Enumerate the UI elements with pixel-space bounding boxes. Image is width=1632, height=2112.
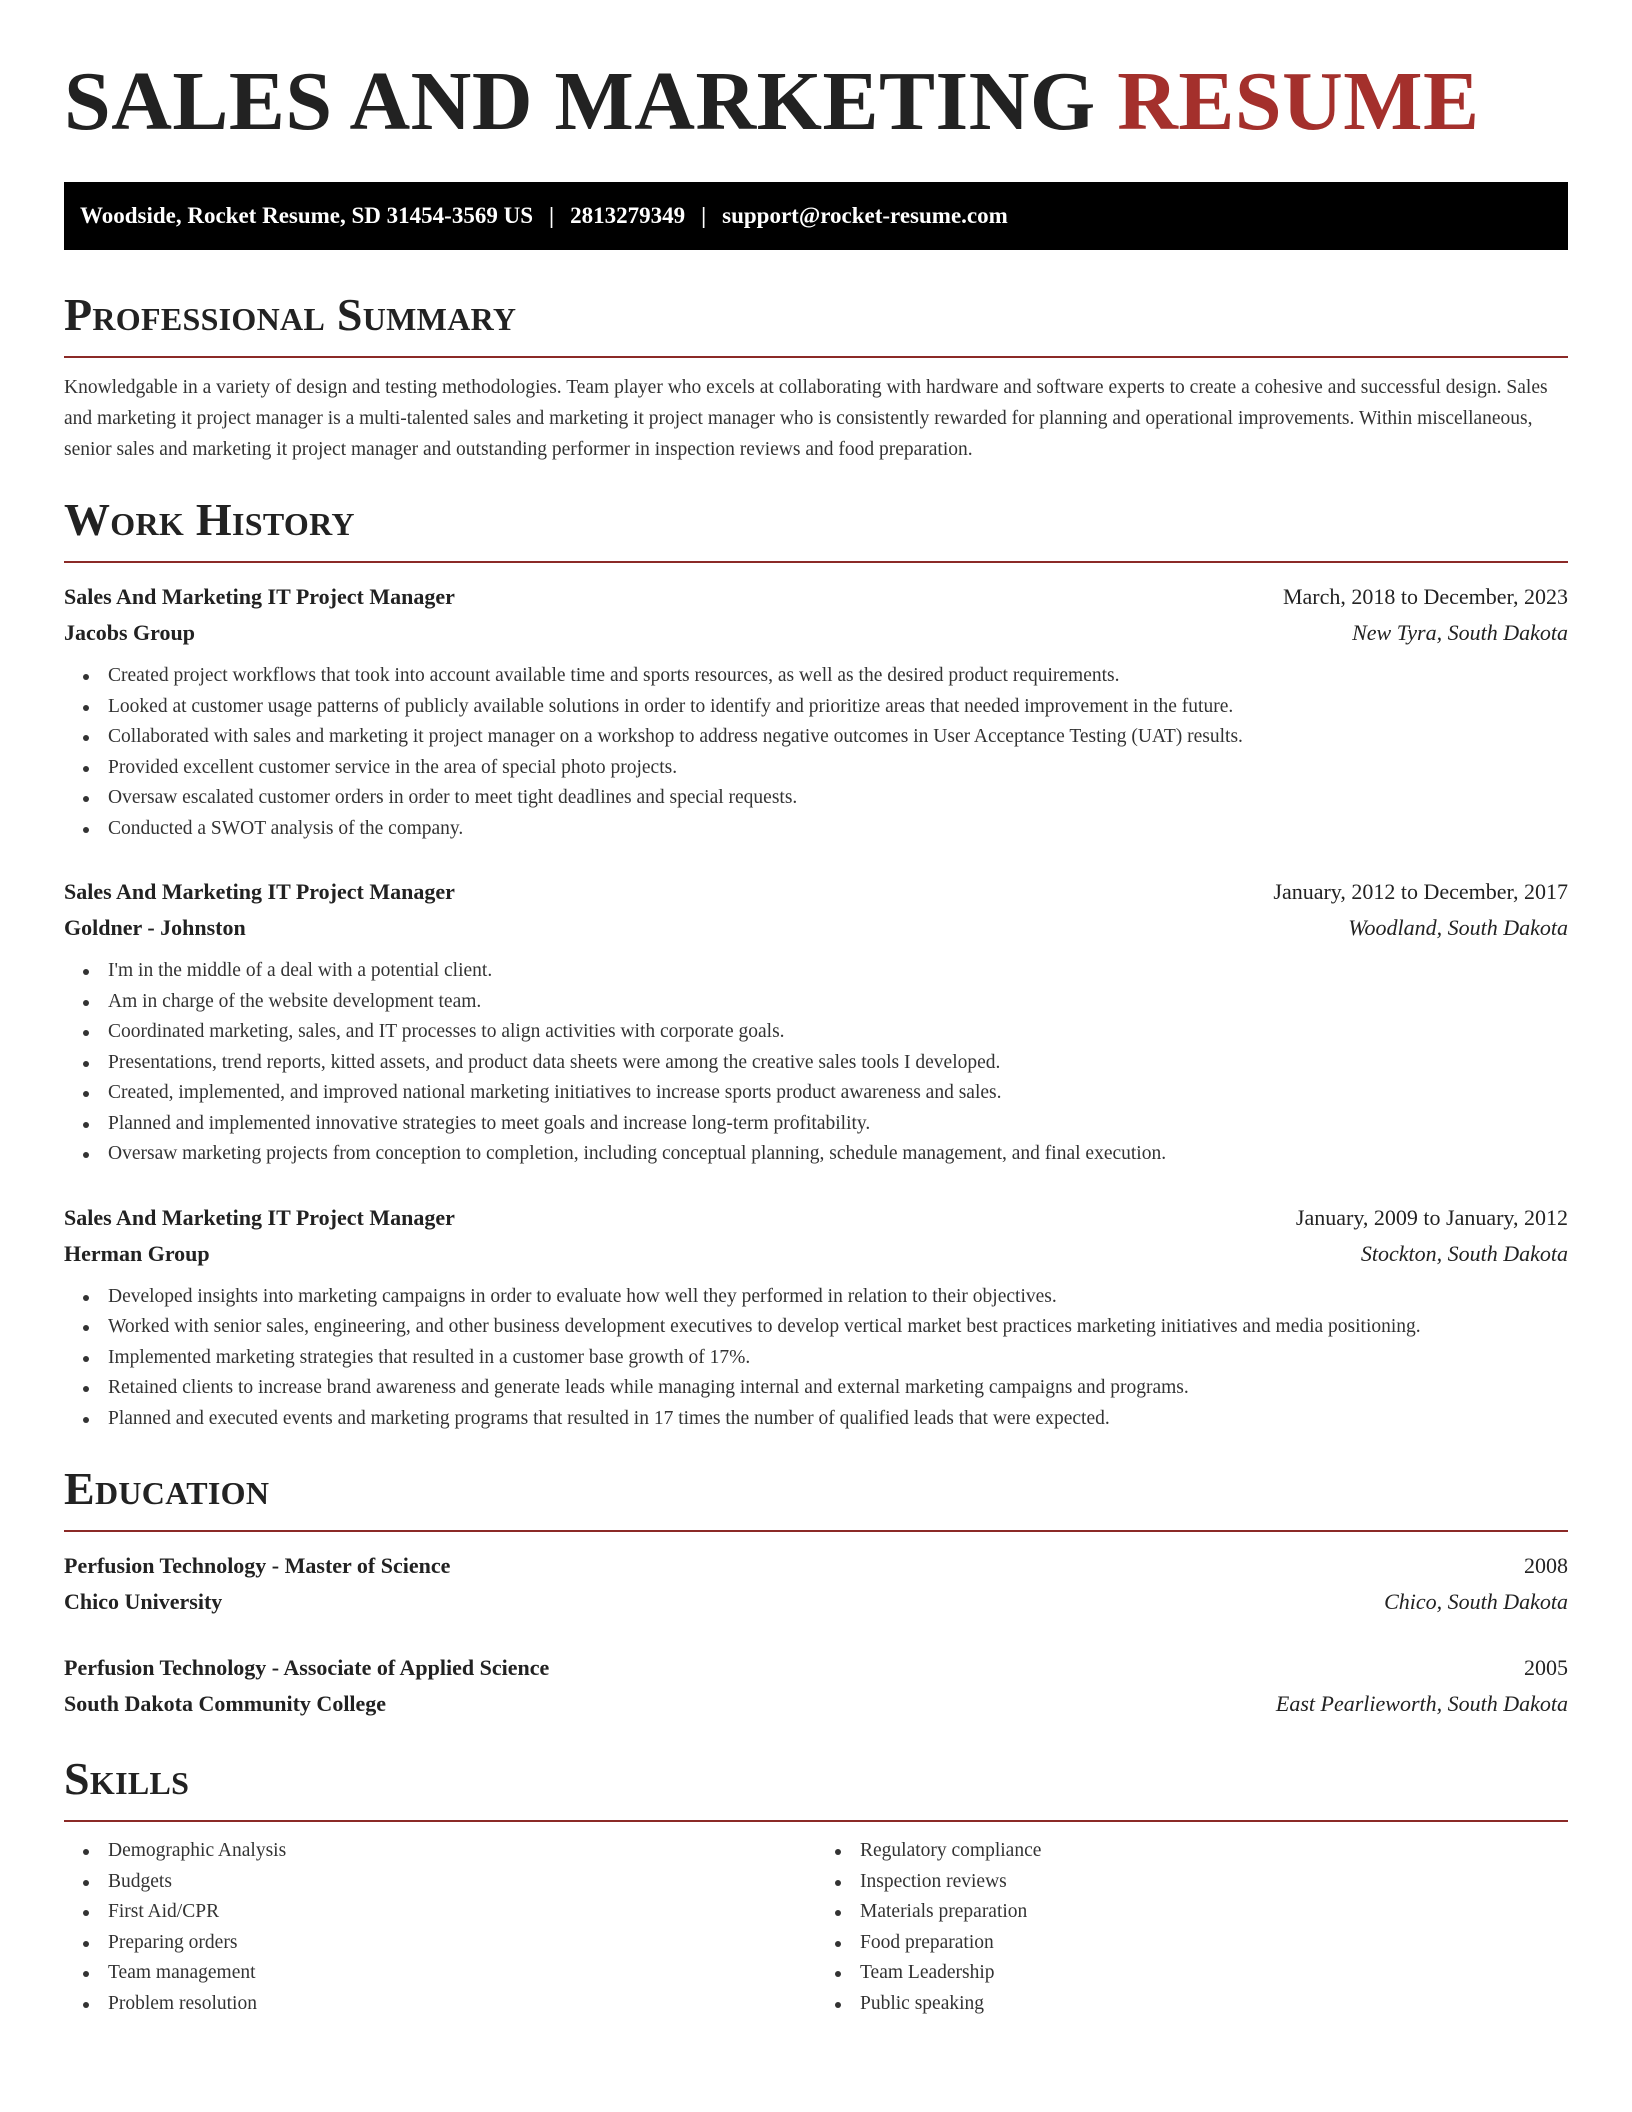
resume-title-accent: RESUME	[1117, 55, 1480, 148]
resume-title-main: SALES AND MARKETING	[64, 55, 1096, 148]
job-bullet: Looked at customer usage patterns of publicly available solutions in order to identify and prioritize areas that needed improvement in the future.	[108, 692, 1568, 723]
education-school: South Dakota Community College	[64, 1691, 387, 1716]
skill-item: Team Leadership	[860, 1958, 1568, 1989]
job-bullet: Presentations, trend reports, kitted assets, and product data sheets were among the creative sales tools I developed.	[108, 1048, 1568, 1079]
skills-column-right	[816, 1836, 1568, 2019]
skill-item: First Aid/CPR	[108, 1897, 816, 1928]
section-divider	[64, 356, 1568, 358]
skill-item: Food preparation	[860, 1928, 1568, 1959]
job-bullet: Developed insights into marketing campaigns in order to evaluate how well they performed in relation to their objectives.	[108, 1282, 1568, 1313]
education-school-row	[64, 1584, 1568, 1620]
job-bullet: Oversaw marketing projects from conception to completion, including conceptual planning, schedule management, and final execution.	[108, 1139, 1568, 1170]
job-bullet: I'm in the middle of a deal with a potential client.	[108, 956, 1568, 987]
contact-address: Woodside, Rocket Resume, SD 31454-3569 US	[80, 203, 533, 228]
job-entry	[64, 1200, 1568, 1435]
job-bullet: Am in charge of the website development team.	[108, 987, 1568, 1018]
education-header-row	[64, 1548, 1568, 1584]
section-divider	[64, 1820, 1568, 1822]
education-location: Chico, South Dakota	[1384, 1589, 1568, 1614]
contact-phone[interactable]: 2813279349	[570, 203, 686, 228]
summary-text: Knowledgable in a variety of design and testing methodologies. Team player who excels at collaborating with hardware and software experts to create a cohesive and successful design. Sales and marketing it project manager is a multi-talented sales and marketing it project manager who is consistently rewarded for planning and operational improvements. Within miscellaneous, senior sales and marketing it project manager and outstanding performer in inspection reviews and food preparation.	[64, 377, 1548, 460]
job-bullet: Collaborated with sales and marketing it project manager on a workshop to address negative outcomes in User Acceptance Testing (UAT) results.	[108, 722, 1568, 753]
skill-item: Team management	[108, 1958, 816, 1989]
education-school-row	[64, 1686, 1568, 1722]
education-entry	[64, 1548, 1568, 1620]
job-entry	[64, 579, 1568, 844]
skill-item: Demographic Analysis	[108, 1836, 816, 1867]
work-history-section	[64, 495, 1568, 1434]
skills-heading: Skills	[64, 1753, 190, 1804]
job-header-row	[64, 874, 1568, 910]
skill-item: Problem resolution	[108, 1989, 816, 2020]
skills-column-left	[64, 1836, 816, 2019]
skill-item: Preparing orders	[108, 1928, 816, 1959]
skills-list	[816, 1836, 1568, 2019]
job-title: Sales And Marketing IT Project Manager	[64, 879, 455, 904]
education-header-row	[64, 1650, 1568, 1686]
job-header-row	[64, 1200, 1568, 1236]
job-dates: January, 2009 to January, 2012	[1295, 1204, 1568, 1230]
contact-email[interactable]: support@rocket-resume.com	[722, 203, 1008, 228]
work-history-heading: Work History	[64, 494, 355, 545]
job-bullet: Planned and implemented innovative strategies to meet goals and increase long-term profitability.	[108, 1109, 1568, 1140]
education-section	[64, 1464, 1568, 1722]
job-bullet-list	[64, 661, 1568, 844]
job-bullet: Oversaw escalated customer orders in order to meet tight deadlines and special requests.	[108, 783, 1568, 814]
job-company: Goldner - Johnston	[64, 915, 246, 940]
job-bullet: Planned and executed events and marketing programs that resulted in 17 times the number of qualified leads that were expected.	[108, 1404, 1568, 1435]
job-bullet: Created project workflows that took into account available time and sports resources, as well as the desired product requirements.	[108, 661, 1568, 692]
job-bullet: Provided excellent customer service in the area of special photo projects.	[108, 753, 1568, 784]
skill-item: Materials preparation	[860, 1897, 1568, 1928]
education-entry	[64, 1650, 1568, 1722]
job-bullet: Created, implemented, and improved national marketing initiatives to increase sports product awareness and sales.	[108, 1078, 1568, 1109]
skills-list	[64, 1836, 816, 2019]
job-bullet-list	[64, 1282, 1568, 1435]
contact-separator: |	[548, 203, 555, 228]
education-heading: Education	[64, 1463, 270, 1514]
job-company: Jacobs Group	[64, 620, 196, 645]
job-bullet: Conducted a SWOT analysis of the company.	[108, 814, 1568, 845]
contact-separator: |	[701, 203, 707, 228]
education-degree: Perfusion Technology - Associate of Applied Science	[64, 1655, 550, 1680]
job-bullet: Coordinated marketing, sales, and IT processes to align activities with corporate goals.	[108, 1017, 1568, 1048]
skills-section	[64, 1754, 1568, 2019]
job-dates: March, 2018 to December, 2023	[1282, 584, 1568, 609]
job-company-row	[64, 615, 1568, 651]
education-school: Chico University	[64, 1589, 223, 1614]
skill-item: Public speaking	[860, 1989, 1568, 2020]
job-company-row	[64, 1236, 1568, 1272]
section-divider	[64, 1530, 1568, 1532]
job-bullet: Retained clients to increase brand awareness and generate leads while managing internal and external marketing campaigns and programs.	[108, 1373, 1568, 1404]
skill-item: Budgets	[108, 1867, 816, 1898]
job-header-row	[64, 579, 1568, 615]
summary-heading: Professional Summary	[64, 289, 517, 340]
job-company: Herman Group	[64, 1240, 210, 1266]
job-bullet: Worked with senior sales, engineering, and other business development executives to develop vertical market best practices marketing initiatives and media positioning.	[108, 1312, 1568, 1343]
contact-bar	[64, 182, 1568, 250]
skill-item: Regulatory compliance	[860, 1836, 1568, 1867]
skill-item: Inspection reviews	[860, 1867, 1568, 1898]
job-company-row	[64, 910, 1568, 946]
education-location: East Pearlieworth, South Dakota	[1275, 1691, 1568, 1716]
education-degree: Perfusion Technology - Master of Science	[64, 1553, 451, 1578]
job-bullet-list	[64, 956, 1568, 1170]
job-bullet: Implemented marketing strategies that resulted in a customer base growth of 17%.	[108, 1343, 1568, 1374]
job-title: Sales And Marketing IT Project Manager	[64, 584, 455, 609]
job-location: New Tyra, South Dakota	[1352, 620, 1568, 645]
education-year: 2005	[1524, 1655, 1568, 1680]
job-location: Stockton, South Dakota	[1360, 1240, 1568, 1266]
summary-section	[64, 290, 1568, 465]
resume-title	[64, 56, 1568, 148]
section-divider	[64, 561, 1568, 563]
education-year: 2008	[1524, 1553, 1568, 1578]
job-location: Woodland, South Dakota	[1348, 915, 1568, 940]
job-entry	[64, 874, 1568, 1170]
job-dates: January, 2012 to December, 2017	[1273, 879, 1568, 904]
job-title: Sales And Marketing IT Project Manager	[64, 1204, 455, 1230]
skills-grid	[64, 1836, 1568, 2019]
